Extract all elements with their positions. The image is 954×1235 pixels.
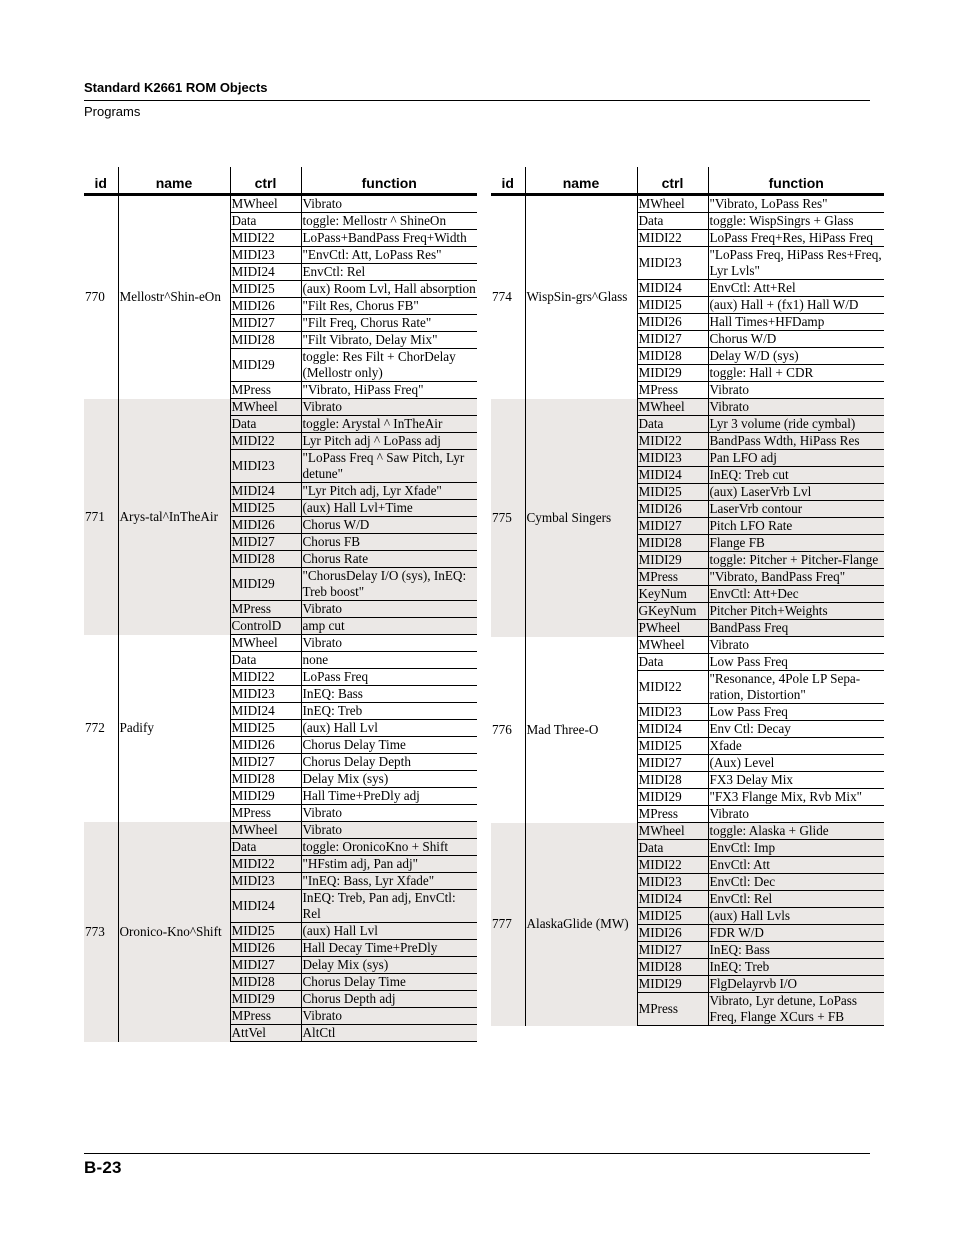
page-number: B-23: [84, 1158, 122, 1177]
function-cell: "EnvCtl: Att, LoPass Res": [301, 247, 477, 264]
controller-cell: MIDI22: [230, 669, 301, 686]
program-table: [491, 167, 884, 1026]
function-cell: Flange FB: [708, 535, 884, 552]
column-header-id: id: [84, 167, 118, 195]
controller-cell: AttVel: [230, 1025, 301, 1042]
function-cell: LoPass+BandPass Freq+Width: [301, 230, 477, 247]
function-cell: toggle: Hall + CDR: [708, 365, 884, 382]
table-row: [491, 399, 884, 416]
controller-cell: MIDI26: [637, 314, 708, 331]
function-cell: Vibrato: [708, 382, 884, 399]
function-cell: "LoPass Freq, HiPass Res+Freq, Lyr Lvls": [708, 247, 884, 280]
controller-cell: MIDI29: [637, 789, 708, 806]
controller-cell: MIDI23: [230, 873, 301, 890]
function-cell: "Vibrato, HiPass Freq": [301, 382, 477, 399]
function-cell: Chorus Rate: [301, 551, 477, 568]
program-id: 771: [84, 399, 118, 635]
controller-cell: MIDI26: [637, 501, 708, 518]
controller-cell: MPress: [637, 993, 708, 1026]
table-row: [84, 399, 477, 416]
program-table: [84, 167, 477, 1042]
column-header-id: id: [491, 167, 525, 195]
controller-cell: MIDI25: [637, 484, 708, 501]
controller-cell: MIDI26: [637, 925, 708, 942]
controller-cell: MIDI28: [230, 771, 301, 788]
function-cell: EnvCtl: Dec: [708, 874, 884, 891]
function-cell: Vibrato: [708, 637, 884, 654]
function-cell: Pan LFO adj: [708, 450, 884, 467]
function-cell: Low Pass Freq: [708, 654, 884, 671]
function-cell: (Aux) Level: [708, 755, 884, 772]
program-id: 777: [491, 823, 525, 1026]
controller-cell: MPress: [637, 806, 708, 823]
function-cell: AltCtl: [301, 1025, 477, 1042]
function-cell: (aux) Room Lvl, Hall absorption: [302, 281, 476, 296]
function-cell: LoPass Freq+Res, HiPass Freq: [708, 230, 884, 247]
left-program-table: [84, 167, 477, 1042]
controller-cell: Data: [230, 652, 301, 669]
controller-cell: MIDI23: [637, 247, 708, 280]
controller-cell: MIDI25: [637, 738, 708, 755]
controller-cell: MIDI27: [637, 755, 708, 772]
controller-cell: MIDI27: [637, 942, 708, 959]
function-cell: EnvCtl: Att: [708, 857, 884, 874]
table-row: [84, 635, 477, 652]
controller-cell: MIDI24: [637, 467, 708, 484]
function-cell: toggle: Arystal ^ InTheAir: [301, 416, 477, 433]
function-cell: "Resonance, 4Pole LP Sepa-ration, Distortion": [708, 671, 884, 704]
controller-cell: MIDI22: [637, 671, 708, 704]
controller-cell: MIDI29: [230, 788, 301, 805]
controller-cell: Data: [637, 654, 708, 671]
table-header-row: [491, 167, 884, 195]
controller-cell: MPress: [637, 382, 708, 399]
function-cell: "LoPass Freq ^ Saw Pitch, Lyr detune": [301, 450, 477, 483]
program-id: 775: [491, 399, 525, 637]
controller-cell: KeyNum: [637, 586, 708, 603]
function-cell: (aux) Hall Lvls: [708, 908, 884, 925]
function-cell: "Vibrato, LoPass Res": [708, 195, 884, 213]
controller-cell: MIDI28: [637, 959, 708, 976]
controller-cell: MIDI25: [230, 500, 301, 517]
function-cell: (aux) Hall Lvl+Time: [301, 500, 477, 517]
table-row: [491, 195, 884, 213]
page-header-title: Standard K2661 ROM Objects: [84, 80, 268, 95]
program-name: Oronico-Kno^Shift: [118, 822, 230, 1042]
function-cell: toggle: Alaska + Glide: [708, 823, 884, 840]
function-cell: Xfade: [708, 738, 884, 755]
controller-cell: MIDI29: [230, 349, 301, 382]
controller-cell: MWheel: [637, 637, 708, 654]
function-cell: Chorus FB: [301, 534, 477, 551]
function-cell: FX3 Delay Mix: [708, 772, 884, 789]
controller-cell: MIDI23: [230, 450, 301, 483]
controller-cell: PWheel: [637, 620, 708, 637]
controller-cell: MIDI28: [637, 772, 708, 789]
controller-cell: MIDI27: [637, 518, 708, 535]
function-cell: "Filt Res, Chorus FB": [301, 298, 477, 315]
table-row: [491, 823, 884, 840]
controller-cell: MWheel: [637, 195, 708, 213]
program-id: 770: [85, 289, 105, 305]
function-cell: Vibrato: [301, 399, 477, 416]
controller-cell: MIDI25: [230, 923, 301, 940]
controller-cell: Data: [230, 416, 301, 433]
program-name: Padify: [118, 635, 230, 822]
program-name: Mellostr^Shin-eOn: [118, 195, 230, 399]
controller-cell: Data: [230, 213, 301, 230]
controller-cell: MIDI25: [230, 281, 301, 298]
table-row: [84, 822, 477, 839]
right-table-body: [491, 195, 884, 1026]
function-cell: LoPass Freq: [301, 669, 477, 686]
function-cell: Vibrato: [301, 805, 477, 822]
controller-cell: Data: [230, 839, 301, 856]
controller-cell: MIDI22: [637, 433, 708, 450]
controller-cell: MIDI24: [230, 890, 301, 923]
column-header-name: name: [118, 167, 230, 195]
controller-cell: MWheel: [230, 822, 301, 839]
controller-cell: MIDI27: [230, 315, 301, 332]
function-cell: toggle: Pitcher + Pitcher-Flange: [708, 552, 884, 569]
controller-cell: MIDI26: [230, 737, 301, 754]
controller-cell: MIDI29: [637, 552, 708, 569]
controller-cell: MIDI27: [230, 754, 301, 771]
function-cell: toggle: WispSingrs + Glass: [708, 213, 884, 230]
function-cell: LaserVrb contour: [708, 501, 884, 518]
controller-cell: MIDI28: [230, 332, 301, 349]
program-name: Cymbal Singers: [525, 399, 637, 637]
function-cell: InEQ: Treb: [301, 703, 477, 720]
header-divider: [84, 100, 870, 101]
function-cell: EnvCtl: Att+Dec: [708, 586, 884, 603]
controller-cell: MIDI29: [637, 365, 708, 382]
column-header-ctrl: ctrl: [230, 167, 301, 195]
function-cell: EnvCtl: Imp: [708, 840, 884, 857]
function-cell: EnvCtl: Rel: [708, 891, 884, 908]
controller-cell: MIDI25: [230, 720, 301, 737]
controller-cell: MIDI27: [230, 534, 301, 551]
function-cell: Env Ctl: Decay: [708, 721, 884, 738]
program-name: Mad Three-O: [525, 637, 637, 823]
function-cell: InEQ: Treb cut: [708, 467, 884, 484]
left-table-body: [84, 195, 477, 1042]
function-cell: Vibrato: [708, 399, 884, 416]
function-cell: Vibrato: [301, 822, 477, 839]
controller-cell: Data: [637, 840, 708, 857]
function-cell: InEQ: Treb, Pan adj, EnvCtl: Rel: [301, 890, 477, 923]
controller-cell: MIDI23: [637, 450, 708, 467]
function-cell: "HFstim adj, Pan adj": [301, 856, 477, 873]
program-name: AlaskaGlide (MW): [525, 823, 637, 1026]
function-cell: none: [301, 652, 477, 669]
footer-divider: [84, 1153, 870, 1154]
function-cell: Vibrato: [301, 635, 477, 652]
controller-cell: MWheel: [637, 823, 708, 840]
function-cell: Delay Mix (sys): [301, 771, 477, 788]
function-cell: (aux) Hall + (fx1) Hall W/D: [708, 297, 884, 314]
function-cell: Delay W/D (sys): [708, 348, 884, 365]
function-cell: "Filt Vibrato, Delay Mix": [301, 332, 477, 349]
table-row: [84, 195, 477, 213]
function-cell: Chorus W/D: [301, 517, 477, 534]
controller-cell: MWheel: [230, 195, 301, 213]
controller-cell: MIDI28: [637, 348, 708, 365]
function-cell: "FX3 Flange Mix, Rvb Mix": [708, 789, 884, 806]
function-cell: Lyr 3 volume (ride cymbal): [708, 416, 884, 433]
controller-cell: MPress: [230, 601, 301, 618]
controller-cell: MIDI24: [637, 721, 708, 738]
function-cell: Pitcher Pitch+Weights: [708, 603, 884, 620]
function-cell: toggle: OronicoKno + Shift: [301, 839, 477, 856]
controller-cell: MIDI29: [230, 568, 301, 601]
controller-cell: MIDI24: [230, 264, 301, 281]
function-cell: InEQ: Treb: [708, 959, 884, 976]
controller-cell: MIDI26: [230, 940, 301, 957]
function-cell: EnvCtl: Rel: [301, 264, 477, 281]
function-cell: BandPass Freq: [708, 620, 884, 637]
column-header-function: function: [708, 167, 884, 195]
function-cell: FlgDelayrvb I/O: [708, 976, 884, 993]
controller-cell: MIDI26: [230, 517, 301, 534]
function-cell: toggle: Res Filt + ChorDelay (Mellostr only): [301, 349, 477, 382]
controller-cell: MIDI24: [230, 703, 301, 720]
controller-cell: MIDI27: [637, 331, 708, 348]
controller-cell: MPress: [230, 382, 301, 399]
program-id: 776: [492, 721, 512, 737]
function-cell: Chorus Delay Depth: [301, 754, 477, 771]
function-cell: Chorus W/D: [708, 331, 884, 348]
program-name: Arys-tal^InTheAir: [118, 399, 230, 635]
function-cell: (aux) Hall Lvl: [301, 923, 477, 940]
controller-cell: MWheel: [637, 399, 708, 416]
function-cell: "ChorusDelay I/O (sys), InEQ: Treb boost": [301, 568, 477, 601]
function-cell: Lyr Pitch adj ^ LoPass adj: [301, 433, 477, 450]
function-cell: FDR W/D: [708, 925, 884, 942]
table-header-row: [84, 167, 477, 195]
function-cell: (aux) Hall Lvl: [301, 720, 477, 737]
controller-cell: MIDI24: [230, 483, 301, 500]
controller-cell: MIDI22: [230, 856, 301, 873]
function-cell: Chorus Delay Time: [301, 974, 477, 991]
function-cell: Vibrato: [301, 1008, 477, 1025]
function-cell: Pitch LFO Rate: [708, 518, 884, 535]
controller-cell: MIDI22: [230, 433, 301, 450]
controller-cell: MIDI23: [230, 247, 301, 264]
controller-cell: MPress: [230, 805, 301, 822]
column-header-ctrl: ctrl: [637, 167, 708, 195]
table-row: [491, 637, 884, 654]
controller-cell: MIDI26: [230, 298, 301, 315]
controller-cell: MIDI28: [230, 974, 301, 991]
controller-cell: MIDI25: [637, 297, 708, 314]
function-cell: Hall Decay Time+PreDly: [301, 940, 477, 957]
controller-cell: ControlD: [230, 618, 301, 635]
function-cell: "InEQ: Bass, Lyr Xfade": [301, 873, 477, 890]
controller-cell: GKeyNum: [637, 603, 708, 620]
controller-cell: MPress: [637, 569, 708, 586]
program-name: WispSin-grs^Glass: [525, 195, 637, 399]
controller-cell: MIDI27: [230, 957, 301, 974]
controller-cell: MWheel: [230, 635, 301, 652]
function-cell: toggle: Mellostr ^ ShineOn: [301, 213, 477, 230]
function-cell: BandPass Wdth, HiPass Res: [708, 433, 884, 450]
controller-cell: MIDI29: [637, 976, 708, 993]
function-cell: InEQ: Bass: [301, 686, 477, 703]
function-cell: Hall Times+HFDamp: [708, 314, 884, 331]
function-cell: Vibrato: [708, 806, 884, 823]
function-cell: (aux) LaserVrb Lvl: [708, 484, 884, 501]
function-cell: "Filt Freq, Chorus Rate": [301, 315, 477, 332]
controller-cell: MPress: [230, 1008, 301, 1025]
controller-cell: Data: [637, 213, 708, 230]
function-cell: Low Pass Freq: [708, 704, 884, 721]
program-id: 774: [492, 289, 512, 305]
function-cell: Chorus Delay Time: [301, 737, 477, 754]
function-cell: Hall Time+PreDly adj: [301, 788, 477, 805]
program-id: 773: [84, 822, 118, 1042]
program-id: 772: [85, 720, 105, 735]
controller-cell: Data: [637, 416, 708, 433]
controller-cell: MIDI23: [230, 686, 301, 703]
controller-cell: MIDI24: [637, 891, 708, 908]
function-cell: Vibrato: [301, 601, 477, 618]
controller-cell: MIDI22: [637, 857, 708, 874]
controller-cell: MIDI28: [230, 551, 301, 568]
controller-cell: MIDI22: [230, 230, 301, 247]
controller-cell: MIDI29: [230, 991, 301, 1008]
function-cell: EnvCtl: Att+Rel: [708, 280, 884, 297]
function-cell: Vibrato: [301, 195, 477, 213]
function-cell: "Lyr Pitch adj, Lyr Xfade": [301, 483, 477, 500]
function-cell: Delay Mix (sys): [301, 957, 477, 974]
function-cell: "Vibrato, BandPass Freq": [708, 569, 884, 586]
function-cell: InEQ: Bass: [708, 942, 884, 959]
column-header-function: function: [301, 167, 477, 195]
controller-cell: MIDI22: [637, 230, 708, 247]
right-program-table: [491, 167, 884, 1026]
function-cell: Vibrato, Lyr detune, LoPass Freq, Flange XCurs + FB: [708, 993, 884, 1026]
controller-cell: MWheel: [230, 399, 301, 416]
controller-cell: MIDI24: [637, 280, 708, 297]
controller-cell: MIDI28: [637, 535, 708, 552]
column-header-name: name: [525, 167, 637, 195]
function-cell: Chorus Depth adj: [301, 991, 477, 1008]
controller-cell: MIDI25: [637, 908, 708, 925]
page-header-subtitle: Programs: [84, 104, 141, 119]
controller-cell: MIDI23: [637, 874, 708, 891]
function-cell: amp cut: [301, 618, 477, 635]
controller-cell: MIDI23: [637, 704, 708, 721]
